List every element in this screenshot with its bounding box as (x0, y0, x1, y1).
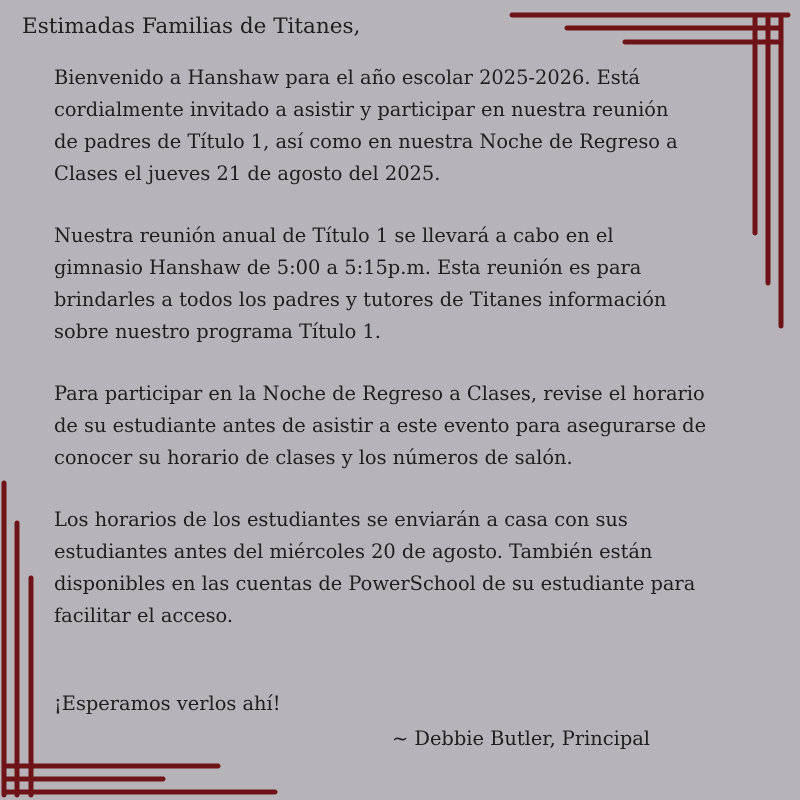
text-line: Clases el jueves 21 de agosto del 2025. (54, 162, 441, 185)
text-line: disponibles en las cuentas de PowerSchool de su estudiante para (54, 572, 696, 595)
letter-signature: ~ Debbie Butler, Principal (392, 727, 651, 750)
text-line: conocer su horario de clases y los números de salón. (54, 446, 573, 469)
text-line: estudiantes antes del miércoles 20 de agosto. También están (54, 540, 653, 563)
paragraph-schedules (54, 504, 754, 632)
text-line: Bienvenido a Hanshaw para el año escolar 2025-2026. Está (54, 66, 641, 89)
text-line: brindarles a todos los padres y tutores de Titanes información (54, 288, 667, 311)
letter-greeting: Estimadas Familias de Titanes, (22, 14, 361, 39)
paragraph-welcome (54, 62, 754, 190)
text-line: facilitar el acceso. (54, 604, 234, 627)
text-line: Los horarios de los estudiantes se enviarán a casa con sus (54, 508, 628, 531)
text-line: de padres de Título 1, así como en nuestra Noche de Regreso a (54, 130, 678, 153)
text-line: Nuestra reunión anual de Título 1 se llevará a cabo en el (54, 224, 614, 247)
paragraph-title1-meeting (54, 220, 754, 348)
letter-body (54, 62, 754, 662)
text-line: Para participar en la Noche de Regreso a Clases, revise el horario (54, 382, 705, 405)
text-line: gimnasio Hanshaw de 5:00 a 5:15p.m. Esta reunión es para (54, 256, 642, 279)
text-line: sobre nuestro programa Título 1. (54, 320, 381, 343)
letter-closing: ¡Esperamos verlos ahí! (54, 692, 281, 715)
text-line: de su estudiante antes de asistir a este evento para asegurarse de (54, 414, 707, 437)
paragraph-back-to-school (54, 378, 754, 474)
text-line: cordialmente invitado a asistir y participar en nuestra reunión (54, 98, 669, 121)
